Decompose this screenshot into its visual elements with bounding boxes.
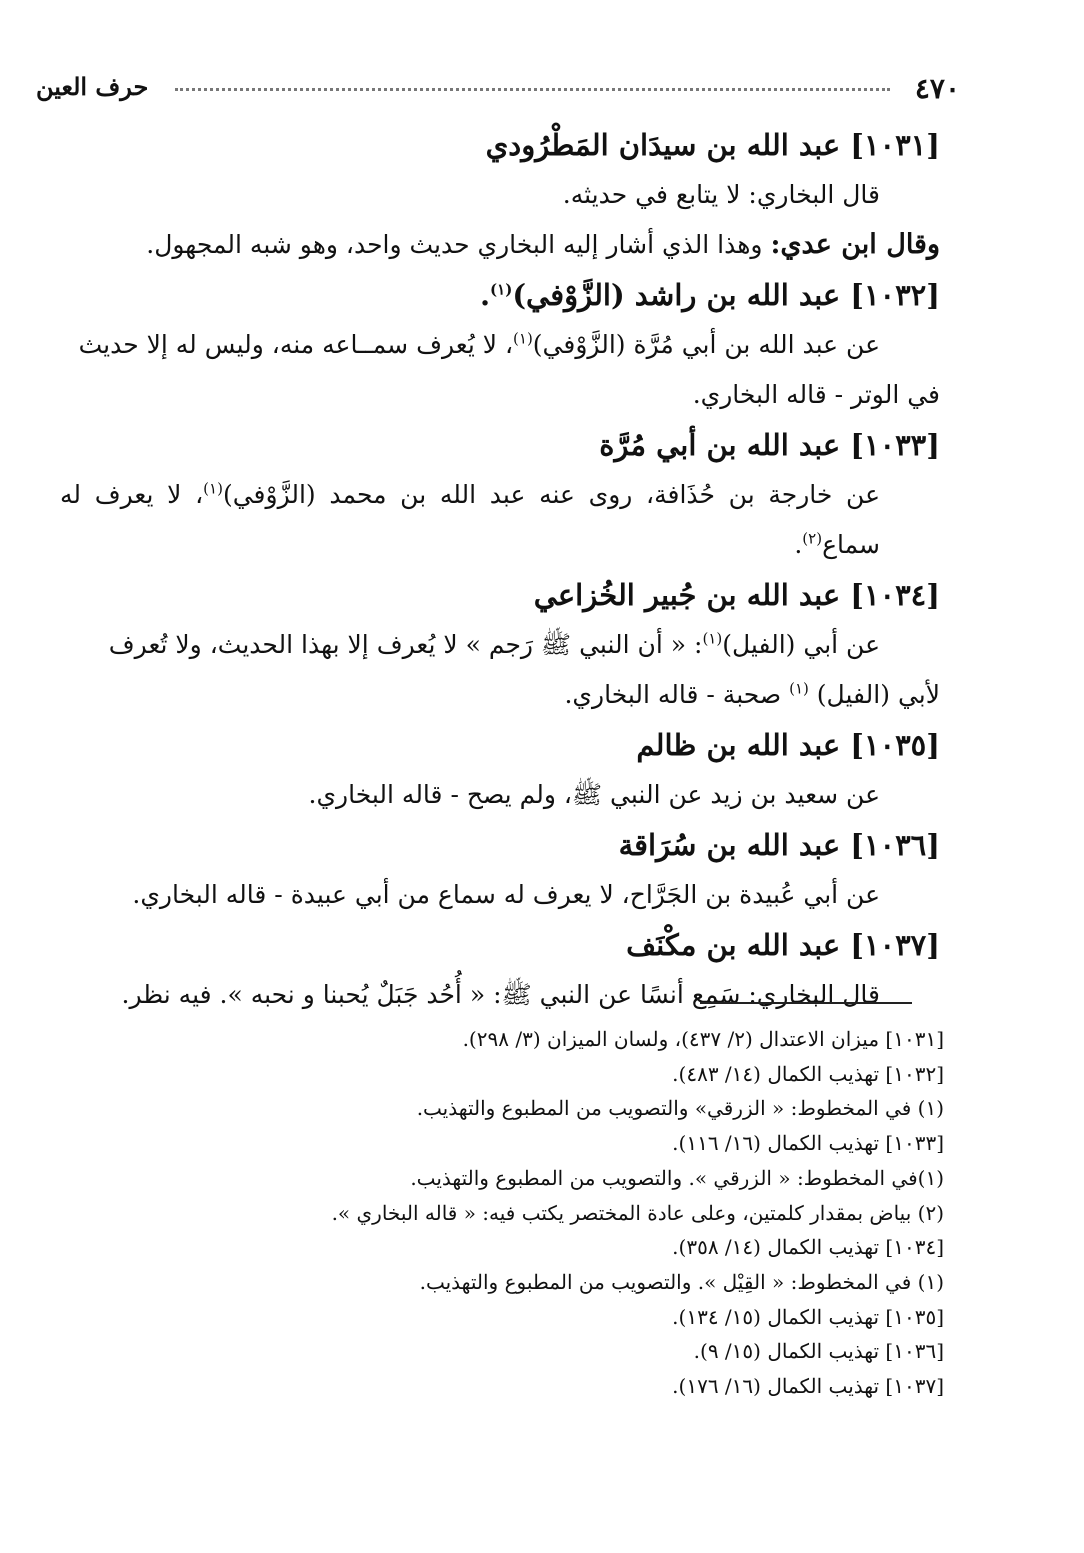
footnote-marker: (٢)	[802, 529, 823, 548]
entry-title	[60, 270, 940, 320]
page-number: ٤٧٠	[914, 72, 960, 105]
footnote: [١٠٣٣] تهذيب الكمال (١٦/ ١١٦).	[672, 1131, 944, 1156]
footnote-marker: (١)	[513, 329, 533, 348]
chapter-title: حرف العين	[36, 72, 149, 101]
footnote: [١٠٣٢] تهذيب الكمال (١٤/ ٤٨٣).	[672, 1061, 944, 1086]
footnote: (١)في المخطوط: « الزرقي ». والتصويب من المطبوع والتهذيب.	[410, 1165, 944, 1190]
entry-title-end: .	[479, 278, 491, 312]
entry-paragraph	[60, 220, 940, 270]
paragraph-text: عن أبي (الفيل)	[722, 630, 880, 659]
paragraph-text: ، لا يُعرف سمــاعه منه، وليس له إلا حديث	[78, 330, 514, 359]
paragraph-text: لأبي (الفيل)	[808, 680, 940, 709]
entry-paragraph	[60, 620, 940, 670]
entry-title-text: [١٠٣٢] عبد الله بن راشد (الزَّوْفي)	[512, 278, 940, 312]
entry-title: [١٠٣٧] عبد الله بن مكْنَف	[626, 928, 940, 962]
entry-paragraph-continuation	[60, 670, 940, 720]
footnote: (١) في المخطوط: « الزرقي» والتصويب من المطبوع والتهذيب.	[416, 1096, 944, 1121]
paragraph-text: صحبة - قاله البخاري.	[564, 680, 790, 709]
footnote-marker: (١)	[203, 479, 223, 498]
footnote-marker: (١)	[490, 280, 513, 299]
footnote: (١) في المخطوط: « القِيْل ». والتصويب من المطبوع والتهذيب.	[419, 1269, 944, 1294]
paragraph-lead: وقال ابن عدي:	[770, 229, 940, 260]
footnote-marker: (١)	[702, 629, 723, 648]
paragraph-text: عن عبد الله بن أبي مُرَّة (الزَّوْفي)	[532, 330, 880, 359]
entry-paragraph: قال البخاري: سَمِع أنسًا عن النبي ﷺ: « أُحُد جَبَلٌ يُحبنا و نحبه ». فيه نظر.	[121, 980, 880, 1009]
footnote: [١٠٣٦] تهذيب الكمال (١٥/ ٩).	[693, 1339, 944, 1364]
footnote: [١٠٣٥] تهذيب الكمال (١٥/ ١٣٤).	[672, 1304, 944, 1329]
entry-title: [١٠٣٣] عبد الله بن أبي مُرَّة	[599, 428, 940, 462]
header-dotted-rule	[175, 88, 890, 91]
entry-paragraph: عن أبي عُبيدة بن الجَرَّاح، لا يعرف له سماع من أبي عبيدة - قاله البخاري.	[132, 880, 880, 909]
entry-title: [١٠٣٦] عبد الله بن سُرَاقة	[618, 828, 940, 862]
paragraph-text: ، لا يعرف له سماع	[60, 480, 880, 559]
footnote: [١٠٣١] ميزان الاعتدال (٢/ ٤٣٧)، ولسان الميزان (٣/ ٢٩٨).	[462, 1027, 944, 1051]
footnote: [١٠٣٤] تهذيب الكمال (١٤/ ٣٥٨).	[672, 1235, 944, 1260]
footnote-separator	[700, 1002, 912, 1004]
paragraph-text: وهذا الذي أشار إليه البخاري حديث واحد، وهو شبه المجهول.	[146, 230, 771, 259]
footnote-marker: (١)	[789, 679, 809, 698]
entry-paragraph: قال البخاري: لا يتابع في حديثه.	[562, 180, 880, 209]
entry-title: [١٠٣١] عبد الله بن سيدَان المَطْرُودي	[485, 128, 940, 162]
footnote: (٢) بياض بمقدار كلمتين، وعلى عادة المختصر يكتب فيه: « قاله البخاري ».	[331, 1200, 944, 1225]
entry-title: [١٠٣٥] عبد الله بن ظالم	[636, 728, 940, 762]
entry-paragraph-continuation: في الوتر - قاله البخاري.	[692, 380, 940, 409]
entry-title: [١٠٣٤] عبد الله بن جُبير الخُزاعي	[533, 578, 940, 612]
paragraph-text: عن خارجة بن حُذَافة، روى عنه عبد الله بن محمد (الزَّوْفي)	[222, 480, 881, 509]
running-header	[30, 70, 960, 110]
footnotes	[60, 1022, 944, 1404]
main-text	[60, 120, 940, 1020]
footnote: [١٠٣٧] تهذيب الكمال (١٦/ ١٧٦).	[672, 1374, 944, 1399]
paragraph-text: .	[794, 530, 803, 559]
entry-paragraph	[60, 320, 940, 370]
paragraph-text: : « أن النبي ﷺ رَجم » لا يُعرف إلا بهذا الحديث، ولا تُعرف	[108, 630, 703, 659]
entry-paragraph	[60, 470, 940, 570]
entry-paragraph: عن سعيد بن زيد عن النبي ﷺ، ولم يصح - قاله البخاري.	[308, 780, 880, 809]
